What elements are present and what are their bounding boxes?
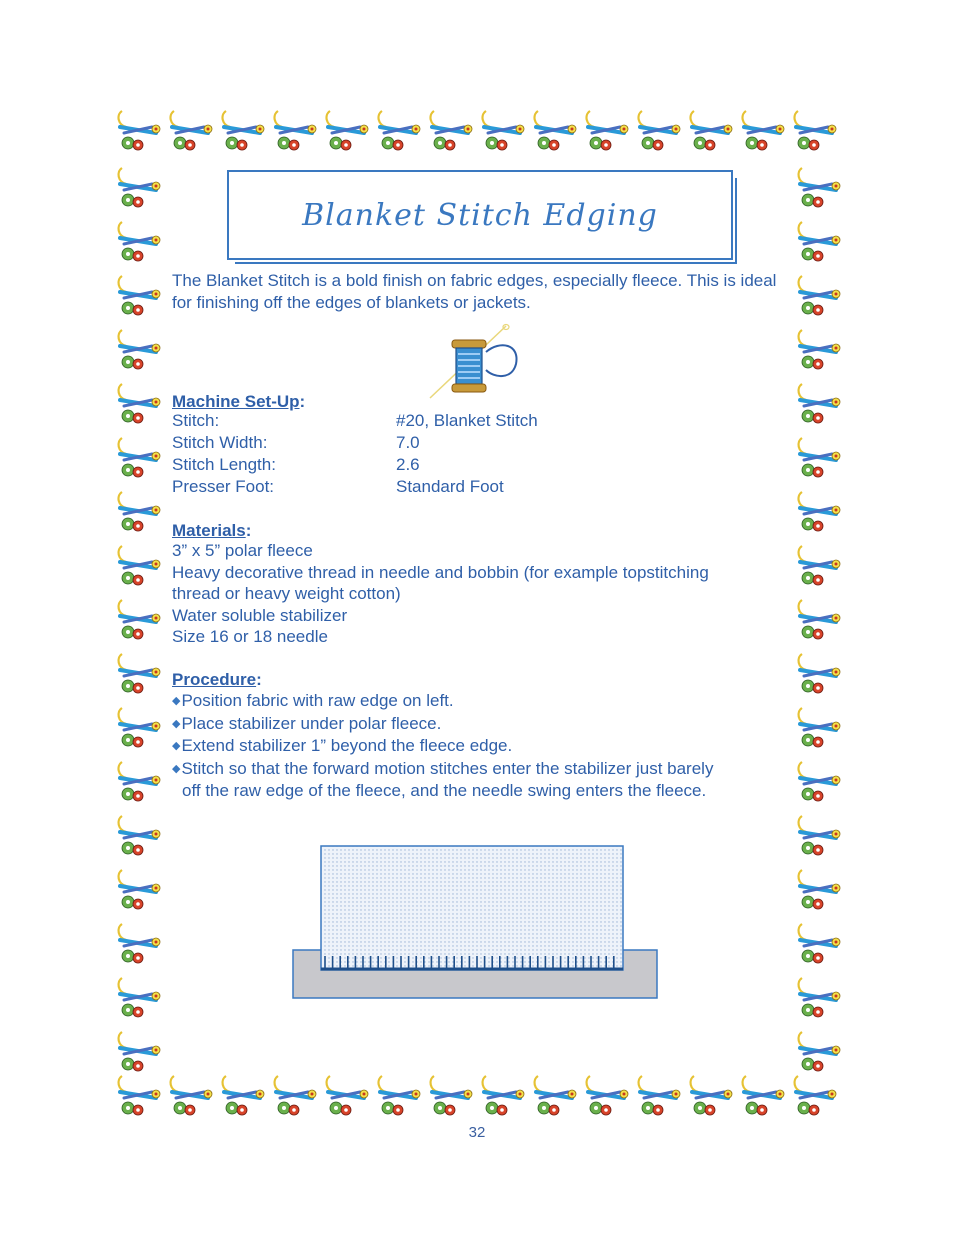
materials-list	[172, 540, 792, 648]
setup-label-stitch-width: Stitch Width:	[172, 433, 268, 452]
scissors-motif-icon	[788, 103, 840, 157]
scissors-motif-icon	[164, 1068, 216, 1122]
scissors-motif-icon	[580, 103, 632, 157]
scissors-motif-icon	[112, 862, 164, 916]
list-item: ◆Extend stabilizer 1” beyond the fleece edge.	[172, 736, 513, 755]
materials-heading: Materials:	[172, 521, 252, 540]
list-item: ◆Stitch so that the forward motion stitches enter the stabilizer just barely	[172, 758, 714, 778]
scissors-motif-icon	[424, 1068, 476, 1122]
scissors-motif-icon	[476, 103, 528, 157]
scissors-motif-icon	[792, 160, 844, 214]
scissors-motif-icon	[792, 1024, 844, 1078]
list-item: thread or heavy weight cotton)	[172, 584, 401, 603]
scissors-motif-icon	[112, 430, 164, 484]
scissors-motif-icon	[424, 103, 476, 157]
page-title: Blanket Stitch Edging	[302, 197, 658, 233]
scissors-motif-icon	[632, 103, 684, 157]
scissors-motif-icon	[268, 103, 320, 157]
list-item: ◆Position fabric with raw edge on left.	[172, 691, 454, 710]
procedure-heading: Procedure:	[172, 670, 262, 689]
scissors-motif-icon	[684, 103, 736, 157]
scissors-motif-icon	[736, 1068, 788, 1122]
thread-spool-icon	[428, 322, 528, 402]
scissors-motif-icon	[476, 1068, 528, 1122]
scissors-motif-icon	[112, 268, 164, 322]
procedure-list	[172, 690, 792, 802]
scissors-motif-icon	[792, 700, 844, 754]
scissors-motif-icon	[320, 103, 372, 157]
scissors-motif-icon	[112, 160, 164, 214]
list-item: ◆Place stabilizer under polar fleece.	[172, 713, 442, 733]
scissors-motif-icon	[792, 376, 844, 430]
title-box	[227, 170, 733, 260]
list-item: Size 16 or 18 needle	[172, 627, 328, 646]
machine-setup-heading: Machine Set-Up:	[172, 392, 306, 411]
intro-paragraph: The Blanket Stitch is a bold finish on fabric edges, especially fleece. This is ideal for finishing off the edges of blankets or jackets.	[172, 271, 777, 312]
setup-value-stitch-length: 2.6	[396, 455, 420, 474]
scissors-motif-icon	[216, 103, 268, 157]
scissors-motif-icon	[632, 1068, 684, 1122]
scissors-motif-icon	[792, 214, 844, 268]
scissors-motif-icon	[268, 1068, 320, 1122]
scissors-motif-icon	[528, 103, 580, 157]
setup-value-stitch-width: 7.0	[396, 433, 420, 452]
page-number: 32	[468, 1124, 486, 1141]
scissors-motif-icon	[792, 484, 844, 538]
scissors-motif-icon	[792, 754, 844, 808]
setup-value-presser-foot: Standard Foot	[396, 477, 504, 496]
scissors-motif-icon	[684, 1068, 736, 1122]
scissors-motif-icon	[112, 592, 164, 646]
scissors-motif-icon	[112, 916, 164, 970]
scissors-motif-icon	[112, 484, 164, 538]
scissors-motif-icon	[216, 1068, 268, 1122]
scissors-motif-icon	[372, 1068, 424, 1122]
blanket-stitch-diagram	[292, 845, 660, 1001]
scissors-motif-icon	[792, 862, 844, 916]
scissors-motif-icon	[112, 1024, 164, 1078]
scissors-motif-icon	[112, 646, 164, 700]
scissors-motif-icon	[792, 808, 844, 862]
list-item: Heavy decorative thread in needle and bobbin (for example topstitching	[172, 562, 709, 582]
scissors-motif-icon	[112, 376, 164, 430]
setup-label-presser-foot: Presser Foot:	[172, 477, 275, 496]
border-top	[112, 103, 840, 157]
scissors-motif-icon	[792, 430, 844, 484]
scissors-motif-icon	[792, 322, 844, 376]
scissors-motif-icon	[112, 700, 164, 754]
scissors-motif-icon	[320, 1068, 372, 1122]
scissors-motif-icon	[112, 754, 164, 808]
border-left	[112, 160, 164, 1078]
setup-label-stitch: Stitch:	[172, 411, 220, 430]
border-bottom	[112, 1068, 840, 1122]
scissors-motif-icon	[164, 103, 216, 157]
setup-label-stitch-length: Stitch Length:	[172, 455, 276, 474]
scissors-motif-icon	[112, 970, 164, 1024]
scissors-motif-icon	[112, 214, 164, 268]
scissors-motif-icon	[792, 538, 844, 592]
scissors-motif-icon	[580, 1068, 632, 1122]
list-item: Water soluble stabilizer	[172, 605, 348, 625]
scissors-motif-icon	[112, 103, 164, 157]
bullet-icon: ◆	[172, 740, 181, 752]
scissors-motif-icon	[372, 103, 424, 157]
setup-value-stitch: #20, Blanket Stitch	[396, 411, 538, 430]
scissors-motif-icon	[792, 916, 844, 970]
border-right	[792, 160, 844, 1078]
list-item: off the raw edge of the fleece, and the needle swing enters the fleece.	[182, 781, 707, 800]
scissors-motif-icon	[528, 1068, 580, 1122]
scissors-motif-icon	[736, 103, 788, 157]
list-item: 3” x 5” polar fleece	[172, 541, 313, 560]
scissors-motif-icon	[112, 538, 164, 592]
bullet-icon: ◆	[172, 717, 181, 730]
scissors-motif-icon	[792, 646, 844, 700]
scissors-motif-icon	[112, 322, 164, 376]
bullet-icon: ◆	[172, 762, 181, 775]
scissors-motif-icon	[792, 970, 844, 1024]
fleece-shape	[321, 846, 623, 970]
bullet-icon: ◆	[172, 695, 181, 707]
scissors-motif-icon	[792, 268, 844, 322]
scissors-motif-icon	[112, 808, 164, 862]
scissors-motif-icon	[792, 592, 844, 646]
